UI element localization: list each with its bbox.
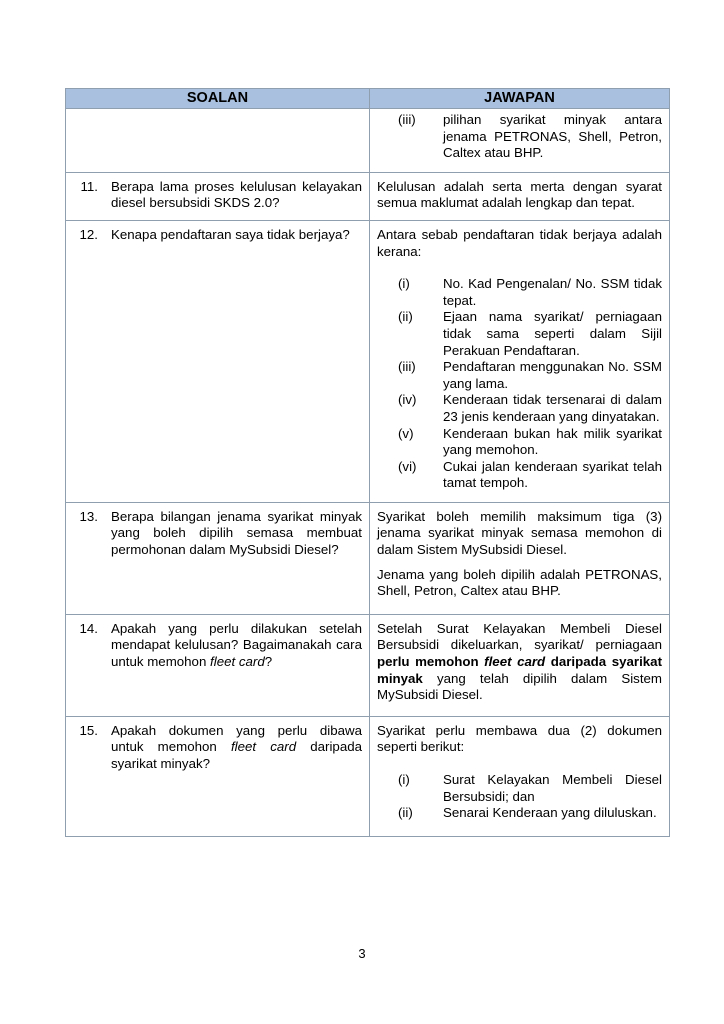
- header-jawapan: JAWAPAN: [370, 89, 670, 109]
- page-number: 3: [358, 946, 366, 961]
- table-row-q13: [66, 502, 670, 614]
- answer-intro: Antara sebab pendaftaran tidak berjaya adalah kerana:: [377, 226, 662, 259]
- answer-paragraph-2: Jenama yang boleh dipilih adalah PETRONAS, Shell, Petron, Caltex atau BHP.: [377, 566, 662, 599]
- list-item: [377, 459, 662, 492]
- list-text: No. Kad Pengenalan/ No. SSM tidak tepat.: [443, 276, 662, 308]
- question-number: 14.: [79, 620, 98, 636]
- table-header-row: [66, 89, 670, 109]
- list-numeral: (i): [398, 276, 410, 292]
- question-cell: [66, 716, 370, 836]
- answer-cell: [370, 716, 670, 836]
- table-row-q11: [66, 172, 670, 220]
- list-numeral: (v): [398, 425, 414, 441]
- question-number: 12.: [79, 226, 98, 242]
- answer-cell: [370, 614, 670, 716]
- list-text: Ejaan nama syarikat/ perniagaan tidak sama seperti dalam Sijil Perakuan Pendaftaran.: [443, 309, 662, 358]
- answer-paragraph-1: Syarikat boleh memilih maksimum tiga (3) jenama syarikat minyak semasa memohon di dalam Sistem MySubsidi Diesel.: [377, 508, 662, 558]
- answer-emphasis: perlu memohon fleet card daripada syarikat minyak: [377, 654, 662, 686]
- list-text: Senarai Kenderaan yang diluluskan.: [443, 805, 657, 821]
- list-numeral: (iii): [398, 112, 416, 127]
- header-soalan: SOALAN: [66, 89, 370, 109]
- question-text: Berapa lama proses kelulusan kelayakan diesel bersubsidi SKDS 2.0?: [111, 178, 362, 211]
- question-number: 11.: [80, 178, 98, 194]
- list-numeral: (ii): [398, 309, 413, 325]
- list-numeral: (ii): [398, 805, 413, 821]
- table-row-q15: [66, 716, 670, 836]
- list-text: Cukai jalan kenderaan syarikat telah tamat tempoh.: [443, 458, 662, 491]
- list-item: [377, 426, 662, 459]
- table-row-continuation: [66, 109, 670, 173]
- answer-cell-continuation: [370, 109, 670, 173]
- question-text: Kenapa pendaftaran saya tidak berjaya?: [111, 226, 350, 242]
- reasons-list: [377, 276, 662, 492]
- answer-text: Kelulusan adalah serta merta dengan syarat semua maklumat adalah lengkap dan tepat.: [377, 178, 662, 211]
- list-text: Kenderaan tidak tersenarai di dalam 23 jenis kenderaan yang dinyatakan.: [443, 392, 662, 424]
- question-cell: [66, 172, 370, 220]
- list-item: [377, 309, 662, 359]
- list-item: [377, 392, 662, 425]
- answer-cell: [370, 502, 670, 614]
- documents-list: [377, 772, 662, 822]
- list-numeral: (i): [398, 772, 410, 787]
- question-number: 15.: [79, 722, 98, 738]
- question-cell-empty: [66, 109, 370, 173]
- table-row-q12: [66, 220, 670, 502]
- question-number: 13.: [79, 508, 98, 524]
- faq-table: [65, 88, 670, 837]
- list-item: [377, 112, 662, 162]
- answer-text: Setelah Surat Kelayakan Membeli Diesel Bersubsidi dikeluarkan, syarikat/ perniagaan perlu memohon fleet card daripada syarikat minyak yang telah dipilih dalam Sistem MySubsidi Diesel.: [377, 620, 662, 703]
- question-cell: [66, 614, 370, 716]
- list-numeral: (vi): [398, 458, 417, 474]
- list-item: [377, 772, 662, 805]
- list-item: [377, 276, 662, 309]
- question-text: Apakah dokumen yang perlu dibawa untuk memohon fleet card daripada syarikat minyak?: [111, 722, 363, 771]
- list-text: Pendaftaran menggunakan No. SSM yang lama.: [443, 359, 662, 391]
- list-text: pilihan syarikat minyak antara jenama PETRONAS, Shell, Petron, Caltex atau BHP.: [443, 112, 662, 161]
- fleet-card-term: fleet card: [210, 654, 265, 670]
- list-text: Kenderaan bukan hak milik syarikat yang memohon.: [443, 425, 662, 458]
- list-numeral: (iii): [398, 359, 416, 375]
- list-numeral: (iv): [398, 392, 417, 408]
- question-text: Apakah yang perlu dilakukan setelah mendapat kelulusan? Bagaimanakah cara untuk memohon fleet card?: [111, 620, 362, 670]
- question-cell: [66, 502, 370, 614]
- answer-cell: [370, 220, 670, 502]
- answer-intro: Syarikat perlu membawa dua (2) dokumen seperti berikut:: [377, 722, 662, 755]
- fleet-card-term: fleet card: [230, 739, 297, 755]
- question-text: Berapa bilangan jenama syarikat minyak yang boleh dipilih semasa membuat permohonan dalam MySubsidi Diesel?: [111, 508, 362, 558]
- question-cell: [66, 220, 370, 502]
- list-text: Surat Kelayakan Membeli Diesel Bersubsidi; dan: [443, 772, 662, 804]
- list-item: [377, 359, 662, 392]
- list-item: [377, 805, 662, 822]
- table-row-q14: [66, 614, 670, 716]
- answer-cell: [370, 172, 670, 220]
